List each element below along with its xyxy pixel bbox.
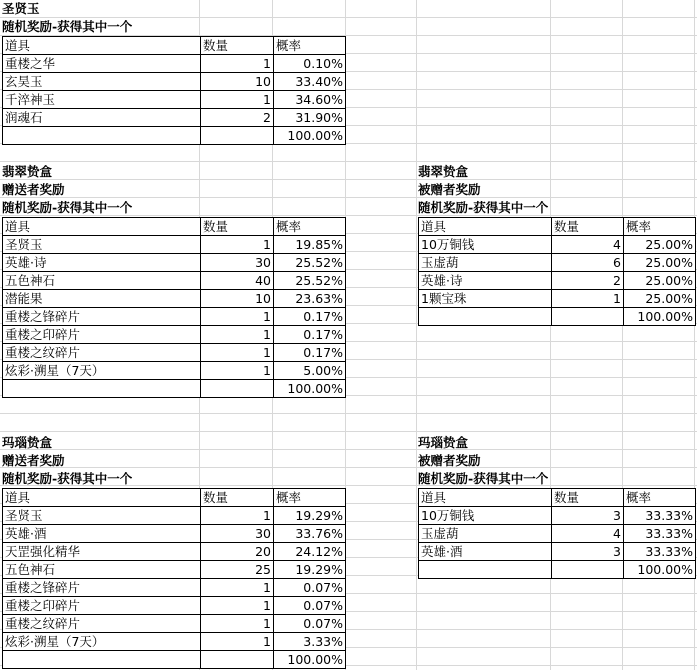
block-feicui-receiver [418,163,696,326]
item-cell[interactable]: 玉虚葫 [419,525,552,543]
probability-cell[interactable]: 25.00% [624,236,696,254]
item-cell[interactable]: 1颗宝珠 [419,290,552,308]
total-probability-cell[interactable]: 100.00% [624,561,696,579]
reward-table [2,36,346,145]
item-cell[interactable]: 重楼之印碎片 [3,326,201,344]
block-subtitle: 赠送者奖励 [2,182,65,197]
quantity-cell[interactable]: 10 [201,290,274,308]
probability-cell[interactable]: 33.33% [624,525,696,543]
column-header-probability[interactable]: 概率 [624,218,696,236]
probability-cell[interactable]: 0.07% [274,597,346,615]
probability-cell[interactable]: 0.17% [274,308,346,326]
probability-cell[interactable]: 0.17% [274,344,346,362]
block-subtitle: 被赠者奖励 [418,453,481,468]
table-row [419,236,696,254]
quantity-cell[interactable]: 2 [552,272,624,290]
table-row [3,73,346,91]
item-cell[interactable]: 重楼之锋碎片 [3,579,201,597]
quantity-cell[interactable]: 1 [201,91,274,109]
item-cell[interactable]: 重楼之纹碎片 [3,615,201,633]
probability-cell[interactable]: 0.07% [274,579,346,597]
block-manao-giver [2,434,346,669]
total-row [3,651,346,669]
quantity-cell[interactable]: 4 [552,525,624,543]
item-cell[interactable]: 炫彩·溯星（7天） [3,633,201,651]
table-row [3,55,346,73]
total-row [3,380,346,398]
empty-cell[interactable] [201,380,274,398]
reward-table [418,488,696,579]
empty-cell[interactable] [201,651,274,669]
table-row [3,543,346,561]
table-row [419,290,696,308]
table-row [3,91,346,109]
table-row [3,344,346,362]
probability-cell[interactable]: 31.90% [274,109,346,127]
probability-cell[interactable]: 33.40% [274,73,346,91]
total-row [419,308,696,326]
block-shengxianyu [2,0,346,145]
quantity-cell[interactable]: 4 [552,236,624,254]
item-cell[interactable]: 重楼之华 [3,55,201,73]
column-header-item[interactable]: 道具 [3,218,201,236]
table-row [419,272,696,290]
item-cell[interactable]: 天罡强化精华 [3,543,201,561]
probability-cell[interactable]: 0.07% [274,615,346,633]
quantity-cell[interactable]: 20 [201,543,274,561]
item-cell[interactable]: 英雄·酒 [3,525,201,543]
probability-cell[interactable]: 19.85% [274,236,346,254]
table-row [3,290,346,308]
block-title: 玛瑙贽盒 [418,435,469,450]
column-header-quantity[interactable]: 数量 [552,218,624,236]
probability-cell[interactable]: 25.00% [624,254,696,272]
probability-cell[interactable]: 33.33% [624,507,696,525]
table-row [3,579,346,597]
table-row [3,326,346,344]
table-header-row [419,489,696,507]
table-row [419,525,696,543]
quantity-cell[interactable]: 1 [201,579,274,597]
table-header-row [3,37,346,55]
empty-cell[interactable] [3,651,201,669]
column-header-item[interactable]: 道具 [3,489,201,507]
table-row [3,507,346,525]
block-subtitle: 随机奖励-获得其中一个 [2,19,133,34]
total-row [3,127,346,145]
item-cell[interactable]: 五色神石 [3,561,201,579]
empty-cell[interactable] [3,127,201,145]
total-probability-cell[interactable]: 100.00% [274,380,346,398]
block-subtitle: 随机奖励-获得其中一个 [418,200,549,215]
item-cell[interactable]: 润魂石 [3,109,201,127]
table-row [3,633,346,651]
empty-cell[interactable] [552,561,624,579]
block-subtitle: 随机奖励-获得其中一个 [2,200,133,215]
total-probability-cell[interactable]: 100.00% [274,127,346,145]
block-subtitle: 随机奖励-获得其中一个 [2,471,133,486]
table-row [3,308,346,326]
item-cell[interactable]: 英雄·诗 [3,254,201,272]
block-subtitle: 被赠者奖励 [418,182,481,197]
quantity-cell[interactable]: 3 [552,543,624,561]
probability-cell[interactable]: 25.52% [274,254,346,272]
probability-cell[interactable]: 19.29% [274,561,346,579]
probability-cell[interactable]: 5.00% [274,362,346,380]
probability-cell[interactable]: 0.17% [274,326,346,344]
quantity-cell[interactable]: 40 [201,272,274,290]
item-cell[interactable]: 重楼之纹碎片 [3,344,201,362]
quantity-cell[interactable]: 1 [201,308,274,326]
quantity-cell[interactable]: 2 [201,109,274,127]
quantity-cell[interactable]: 1 [201,633,274,651]
probability-cell[interactable]: 34.60% [274,91,346,109]
table-row [3,254,346,272]
quantity-cell[interactable]: 1 [201,326,274,344]
empty-cell[interactable] [3,380,201,398]
block-subtitle: 随机奖励-获得其中一个 [418,471,549,486]
column-header-probability[interactable]: 概率 [274,218,346,236]
item-cell[interactable]: 玄昊玉 [3,73,201,91]
column-header-quantity[interactable]: 数量 [552,489,624,507]
column-header-quantity[interactable]: 数量 [201,489,274,507]
column-header-quantity[interactable]: 数量 [201,218,274,236]
block-manao-receiver [418,434,696,579]
item-cell[interactable]: 炫彩·溯星（7天） [3,362,201,380]
table-header-row [419,218,696,236]
probability-cell[interactable]: 0.10% [274,55,346,73]
empty-cell[interactable] [419,561,552,579]
column-header-probability[interactable]: 概率 [624,489,696,507]
empty-cell[interactable] [201,127,274,145]
reward-table [2,217,346,398]
item-cell[interactable]: 重楼之印碎片 [3,597,201,615]
total-row [419,561,696,579]
column-header-quantity[interactable]: 数量 [201,37,274,55]
block-subtitle: 赠送者奖励 [2,453,65,468]
item-cell[interactable]: 玉虚葫 [419,254,552,272]
block-title: 翡翠贽盒 [2,164,53,179]
quantity-cell[interactable]: 1 [201,344,274,362]
quantity-cell[interactable]: 1 [201,507,274,525]
probability-cell[interactable]: 25.52% [274,272,346,290]
probability-cell[interactable]: 25.00% [624,290,696,308]
quantity-cell[interactable]: 10 [201,73,274,91]
table-header-row [3,218,346,236]
probability-cell[interactable]: 33.33% [624,543,696,561]
quantity-cell[interactable]: 1 [201,597,274,615]
reward-table [2,488,346,669]
table-row [3,236,346,254]
total-probability-cell[interactable]: 100.00% [274,651,346,669]
probability-cell[interactable]: 3.33% [274,633,346,651]
empty-cell[interactable] [419,308,552,326]
table-row [3,109,346,127]
block-title: 玛瑙贽盒 [2,435,53,450]
item-cell[interactable]: 圣贤玉 [3,236,201,254]
probability-cell[interactable]: 25.00% [624,272,696,290]
item-cell[interactable]: 英雄·诗 [419,272,552,290]
quantity-cell[interactable]: 30 [201,254,274,272]
quantity-cell[interactable]: 3 [552,507,624,525]
quantity-cell[interactable]: 25 [201,561,274,579]
table-row [3,615,346,633]
table-header-row [3,489,346,507]
table-row [3,362,346,380]
column-header-item[interactable]: 道具 [3,37,201,55]
table-row [3,272,346,290]
item-cell[interactable]: 五色神石 [3,272,201,290]
column-header-probability[interactable]: 概率 [274,489,346,507]
quantity-cell[interactable]: 1 [201,236,274,254]
item-cell[interactable]: 千淬神玉 [3,91,201,109]
table-row [419,254,696,272]
quantity-cell[interactable]: 30 [201,525,274,543]
item-cell[interactable]: 潜能果 [3,290,201,308]
grid-column-line [416,0,417,670]
quantity-cell[interactable]: 6 [552,254,624,272]
item-cell[interactable]: 圣贤玉 [3,507,201,525]
table-row [419,543,696,561]
empty-cell[interactable] [552,308,624,326]
item-cell[interactable]: 10万铜钱 [419,507,552,525]
column-header-probability[interactable]: 概率 [274,37,346,55]
total-probability-cell[interactable]: 100.00% [624,308,696,326]
quantity-cell[interactable]: 1 [201,55,274,73]
reward-table [418,217,696,326]
quantity-cell[interactable]: 1 [552,290,624,308]
table-row [3,525,346,543]
table-row [3,561,346,579]
block-feicui-giver [2,163,346,398]
table-row [419,507,696,525]
probability-cell[interactable]: 23.63% [274,290,346,308]
block-title: 翡翠贽盒 [418,164,469,179]
column-header-item[interactable]: 道具 [419,218,552,236]
quantity-cell[interactable]: 1 [201,362,274,380]
block-title: 圣贤玉 [2,1,40,16]
table-row [3,597,346,615]
probability-cell[interactable]: 19.29% [274,507,346,525]
item-cell[interactable]: 英雄·酒 [419,543,552,561]
quantity-cell[interactable]: 1 [201,615,274,633]
probability-cell[interactable]: 24.12% [274,543,346,561]
item-cell[interactable]: 重楼之锋碎片 [3,308,201,326]
item-cell[interactable]: 10万铜钱 [419,236,552,254]
probability-cell[interactable]: 33.76% [274,525,346,543]
column-header-item[interactable]: 道具 [419,489,552,507]
